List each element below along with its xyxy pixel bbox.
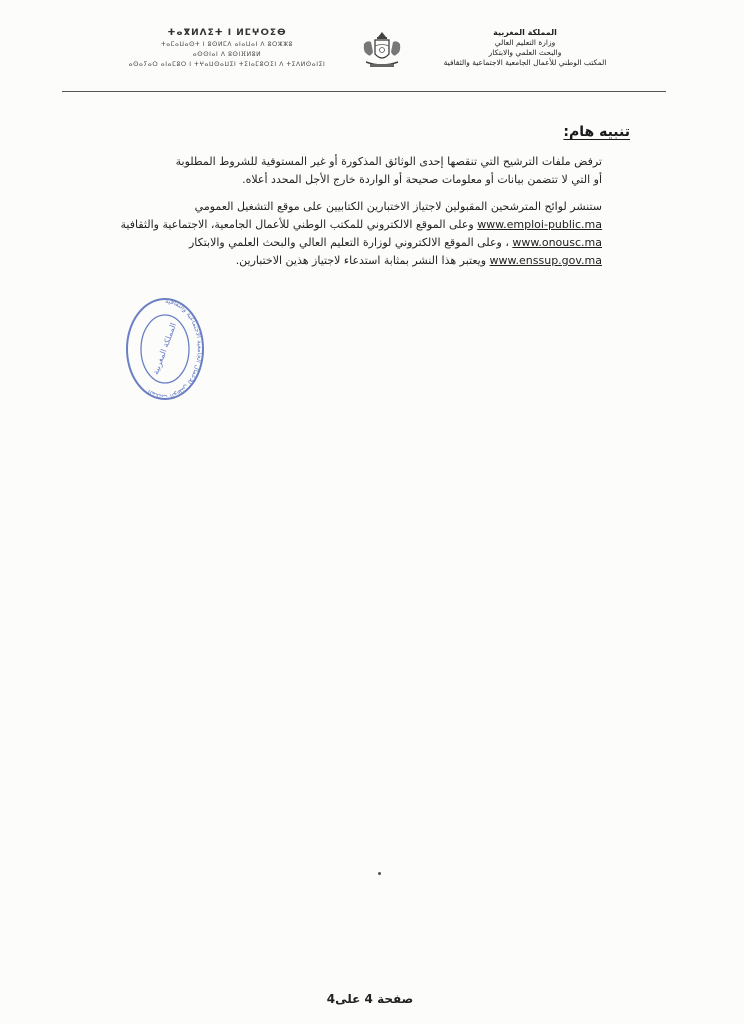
paragraph-2-line-1: ستنشر لوائح المترشحين المقبولين لاجتياز الاختبارين الكتابيين على موقع التشغيل العمومي	[194, 200, 602, 213]
paragraph-2-line-2-text: وعلى الموقع الالكتروني للمكتب الوطني للأعمال الجامعية، الاجتماعية والثقافية	[120, 218, 478, 231]
emploi-public-link[interactable]: www.emploi-public.ma	[477, 218, 602, 231]
paragraph-2-line-4	[132, 252, 602, 270]
official-stamp	[124, 295, 206, 403]
stamp-outer-text: المكتب الوطني للأعمال الجامعية الاجتماعية والثقافية	[145, 296, 204, 402]
paragraph-1-line-1: ترفض ملفات الترشيح التي تنقصها إحدى الوثائق المذكورة أو غير المستوفية للشروط المطلوبة	[175, 155, 602, 168]
tifinagh-ministry-line: ⵜⴰⵎⴰⵡⴰⵙⵜ ⵏ ⵓⵙⵍⵎⴷ ⴰⵏⴰⵡⴰⵏ ⴷ ⵓⵔⵣⵣⵓ	[161, 41, 293, 48]
notice-title: تنبيه هام:	[563, 124, 630, 140]
notice-paragraph-2	[120, 198, 602, 270]
stamp-center-text: المملكة المغربية	[151, 321, 179, 376]
tifinagh-research-line: ⴰⵙⵙⵏⴰⵏ ⴷ ⵓⵙⵏⴼⵍⵓⵍ	[192, 51, 262, 58]
onousc-link[interactable]: www.onousc.ma	[512, 236, 602, 249]
paragraph-2-line-3	[132, 234, 602, 252]
ministry-name-line2: والبحث العلمي والابتكار	[488, 48, 562, 57]
arabic-header	[430, 28, 620, 68]
office-name: المكتب الوطني للأعمال الجامعية الاجتماعية والثقافية	[443, 58, 607, 67]
notice-paragraph-1	[132, 153, 602, 189]
page-number: صفحة 4 على4	[326, 992, 414, 1006]
enssup-link[interactable]: www.enssup.gov.ma	[489, 254, 602, 267]
ministry-name-line1: وزارة التعليم العالي	[494, 38, 556, 47]
paragraph-2-line-4-text: ويعتبر هذا النشر بمثابة استدعاء لاجتياز هذين الاختبارين.	[235, 254, 490, 267]
kingdom-name: المملكة المغربية	[493, 28, 557, 37]
paragraph-2-line-3-text: ، وعلى الموقع الالكتروني لوزارة التعليم العالي والبحث العلمي والابتكار	[188, 236, 513, 249]
moroccan-coat-of-arms-icon	[360, 30, 404, 70]
stray-dot	[378, 872, 381, 875]
paragraph-1-line-2: أو التي لا تتضمن بيانات أو معلومات صحيحة أو الواردة خارج الأجل المحدد أعلاه.	[242, 173, 602, 186]
svg-text:المكتب الوطني للأعمال الجامعية	[146, 297, 204, 401]
tifinagh-header	[112, 28, 342, 68]
tifinagh-office-line: ⴰⵙⴰⵢⴰⵔ ⴰⵏⴰⵎⵓⵔ ⵏ ⵜⵖⴰⵡⵙⴰⵡⵉⵏ ⵜⵉⵏⴰⵎⵓⵔⵉⵏ ⴷ ⵜⵉⴷⵍⵙⴰⵏⵉⵏ	[128, 61, 326, 68]
paragraph-2-line-2	[120, 216, 602, 234]
header-divider	[62, 91, 666, 92]
tifinagh-kingdom-title: ⵜⴰⴳⵍⴷⵉⵜ ⵏ ⵍⵎⵖⵔⵉⴱ	[167, 28, 287, 38]
